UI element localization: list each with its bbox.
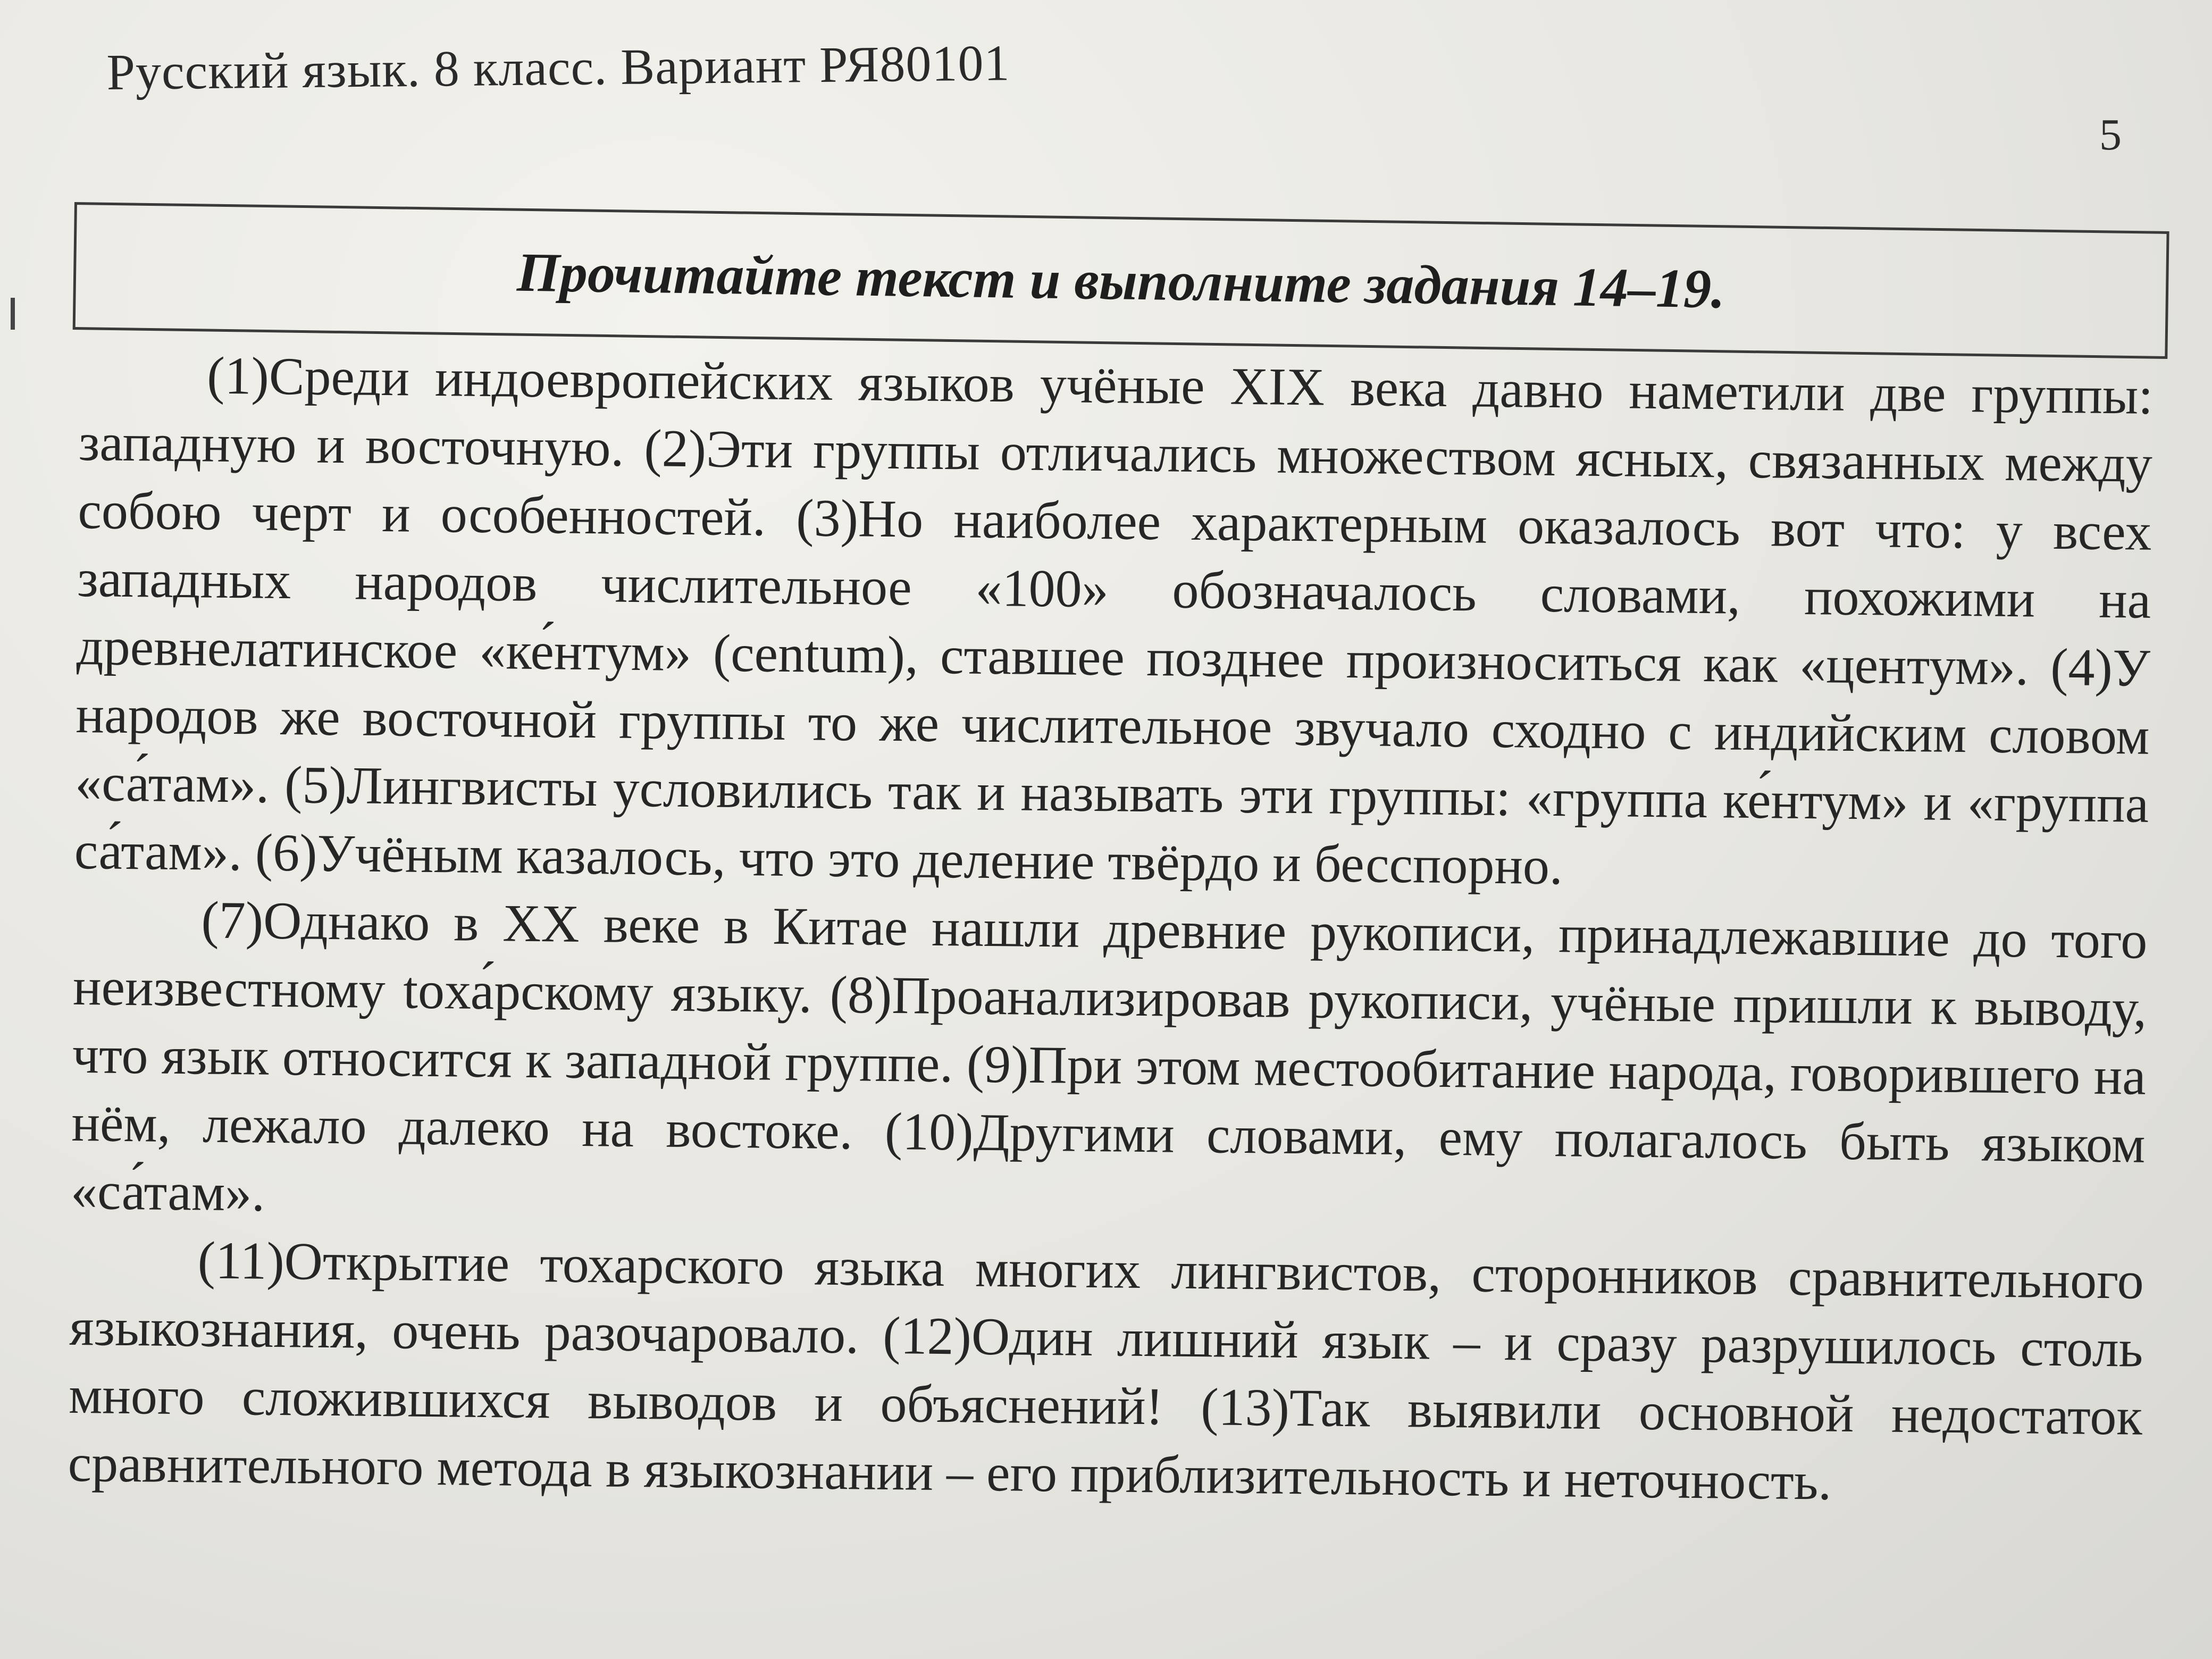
paragraph-2: (7)Однако в XX веке в Китае нашли древние рукописи, принадлежавшие до того неизвестному toха́рскому языку. (8)Проанализировав рукописи, учёные пришли к выводу, что язык относится к западной группе. (9)При этом местообитание народа, говорившего на нём, лежало далеко на востоке. (10)Другими словами, ему полагалось быть языком «са́там». bbox=[70, 890, 2148, 1222]
instruction-text: Прочитайте текст и выполните задания 14–19. bbox=[516, 241, 1725, 320]
paragraph-1: (1)Среди индоевропейских языков учёные XIX века давно наметили две группы: западную и восточную. (2)Эти группы отличались множеством ясных, связанных между собою черт и особенностей. (3)Но наиболее характерным оказалось вот что: у всех западных народов числительное «100» обозначалось словами, похожими на древнелатинское «ке́нтум» (centum), ставшее позднее произноситься как «центум». (4)У народов же восточной группы то же числительное звучало сходно с индийским словом «са́там». (5)Лингвисты условились так и называть эти группы: «группа ке́нтум» и «группа са́там». (6)Учёным казалось, что это деление твёрдо и бесспорно. bbox=[74, 346, 2154, 896]
paragraph-3: (11)Открытие тохарского языка многих лингвистов, сторонников сравнительного языкознания, очень разочаровало. (12)Один лишний язык – и сразу разрушилось столь много сложившихся выводов и объяснений! (13)Так выявили основной недостаток сравнительного метода в языкознании – его приблизительность и неточность. bbox=[68, 1230, 2144, 1511]
margin-mark bbox=[11, 298, 15, 330]
reading-text bbox=[68, 340, 2154, 1519]
document-header: Русский язык. 8 класс. Вариант РЯ80101 bbox=[106, 34, 1010, 100]
page-number: 5 bbox=[2099, 110, 2122, 160]
instruction-box bbox=[73, 202, 2169, 359]
